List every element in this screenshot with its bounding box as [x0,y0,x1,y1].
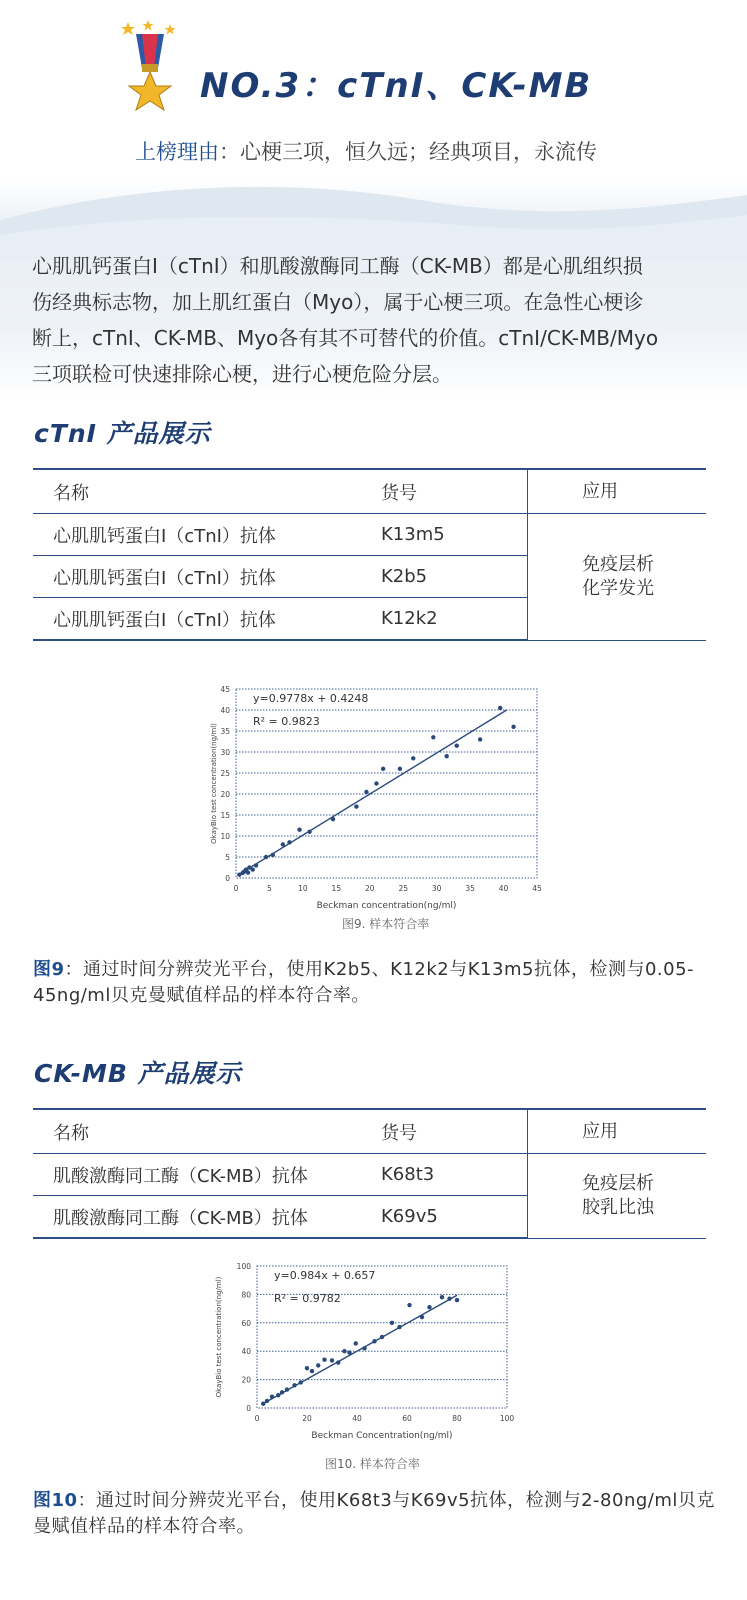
x-tick-label: 20 [365,884,375,893]
x-tick-label: 20 [302,1414,312,1423]
table-header-row [33,1109,706,1154]
product-name: 肌酸激酶同工酶（CK-MB）抗体 [33,1196,361,1239]
data-point [342,1349,346,1353]
data-point [322,1358,326,1362]
ctni-product-table [33,468,706,641]
x-axis-title: Beckman concentration(ng/ml) [316,901,457,910]
y-tick-label: 5 [225,853,230,862]
x-tick-label: 5 [267,884,272,893]
data-point [431,735,435,739]
data-point [445,754,449,758]
data-point [281,842,285,846]
intro-paragraph [32,248,722,392]
data-point [254,863,258,867]
figure9-note [33,957,723,1009]
data-point [264,855,268,859]
table-row [33,514,706,556]
y-tick-label: 40 [241,1347,251,1357]
data-point [427,1305,431,1309]
data-point [287,840,291,844]
data-point [440,1295,444,1299]
header-application: 应用 [528,469,707,514]
catalog-no: K68t3 [361,1154,528,1196]
data-point [246,870,250,874]
ckmb-product-table [33,1108,706,1239]
figure10-note [33,1488,723,1540]
data-point [271,853,275,857]
reason-label: 上榜理由 [135,140,219,164]
data-point [380,1335,384,1339]
catalog-no: K12k2 [361,598,528,641]
y-tick-label: 0 [246,1404,251,1413]
data-point [498,706,502,710]
catalog-no: K2b5 [361,556,528,598]
figure9-label: 图9 [33,959,65,980]
x-tick-label: 45 [532,884,542,893]
x-tick-label: 100 [499,1414,515,1423]
ctni-scatter-chart [200,680,560,910]
product-name: 心肌肌钙蛋白I（cTnI）抗体 [33,514,361,556]
equation-label: y=0.9778x + 0.4248 [253,692,369,705]
x-tick-label: 10 [298,884,308,893]
intro-line: 断上，cTnI、CK-MB、Myo各有其不可替代的价值。cTnI/CK-MB/Myo [32,326,659,350]
trendline [238,710,507,875]
data-point [310,1369,314,1373]
table-header-row [33,469,706,514]
figure9-caption: 图9. 样本符合率 [342,917,430,931]
data-point [374,781,378,785]
x-tick-label: 40 [498,884,509,893]
y-tick-label: 0 [225,874,230,883]
intro-line: 伤经典标志物，加上肌红蛋白（Myo），属于心梗三项。在急性心梗诊 [32,290,644,314]
figure10-label: 图10 [33,1490,78,1511]
y-tick-label: 20 [220,790,230,799]
data-point [305,1366,309,1370]
y-axis-title: OkayBio test concentration(ng/ml) [215,1276,223,1398]
x-tick-label: 0 [233,884,239,893]
ckmb-scatter-chart [200,1258,530,1448]
data-point [362,1346,366,1350]
data-point [336,1360,340,1364]
x-axis-title: Beckman Concentration(ng/ml) [311,1431,453,1441]
data-point [478,737,482,741]
x-tick-label: 0 [254,1414,260,1423]
y-tick-label: 80 [241,1290,251,1300]
data-point [276,1393,280,1397]
data-point [411,756,415,760]
header-name: 名称 [33,469,361,514]
data-point [251,867,255,871]
product-name: 心肌肌钙蛋白I（cTnI）抗体 [33,556,361,598]
application-item: 胶乳比浊 [582,1196,654,1218]
ranking-reason [135,136,597,166]
reason-text: ：心梗三项，恒久远；经典项目，永流传 [219,140,597,164]
x-tick-label: 40 [352,1414,362,1423]
data-point [455,744,459,748]
catalog-no: K69v5 [361,1196,528,1239]
x-tick-label: 15 [331,884,342,893]
data-point [270,1394,274,1398]
data-point [364,790,368,794]
r-squared-label: R² = 0.9823 [253,715,320,728]
header-application: 应用 [528,1109,707,1154]
ckmb-section-heading: CK-MB 产品展示 [34,1059,242,1088]
x-tick-label: 80 [452,1414,462,1423]
data-point [299,1380,303,1384]
data-point [447,1296,451,1300]
data-point [261,1402,265,1406]
y-tick-label: 10 [220,832,230,841]
data-point [511,725,515,729]
data-point [292,1383,296,1387]
y-tick-label: 30 [220,748,230,757]
product-name: 肌酸激酶同工酶（CK-MB）抗体 [33,1154,361,1196]
intro-line: 心肌肌钙蛋白I（cTnI）和肌酸激酶同工酶（CK-MB）都是心肌组织损 [32,254,643,278]
x-tick-label: 25 [398,884,408,893]
data-point [354,804,358,808]
application-item: 免疫层析 [582,553,654,575]
data-point [347,1350,351,1354]
data-point [398,767,402,771]
data-point [280,1390,284,1394]
header-catalog-no: 货号 [361,1109,528,1154]
data-point [420,1315,424,1319]
data-point [354,1341,358,1345]
y-tick-label: 35 [220,727,230,736]
y-axis-title: OkayBio test concentration(ng/ml) [210,723,218,844]
data-point [455,1298,459,1302]
data-point [397,1325,401,1329]
application-item: 免疫层析 [582,1172,654,1194]
data-point [407,1303,411,1307]
x-tick-label: 30 [431,884,442,893]
data-point [330,1358,334,1362]
header-name: 名称 [33,1109,361,1154]
x-tick-label: 60 [402,1414,412,1423]
medal-icon [118,20,182,120]
product-name: 心肌肌钙蛋白I（cTnI）抗体 [33,598,361,641]
y-tick-label: 15 [220,811,230,820]
figure10-text: ：通过时间分辨荧光平台，使用K68t3与K69v5抗体，检测与2-80ng/ml贝克曼赋值样品的样本符合率。 [33,1490,715,1537]
application-cell [528,1154,707,1239]
data-point [307,830,311,834]
y-tick-label: 20 [241,1375,251,1385]
r-squared-label: R² = 0.9782 [274,1292,341,1305]
y-tick-label: 40 [220,706,230,715]
data-point [265,1399,269,1403]
catalog-no: K13m5 [361,514,528,556]
data-point [316,1363,320,1367]
data-point [297,828,301,832]
data-point [381,767,385,771]
y-tick-label: 25 [220,769,230,778]
y-tick-label: 60 [241,1318,251,1328]
application-item: 化学发光 [582,577,654,599]
y-tick-label: 100 [236,1262,251,1271]
intro-line: 三项联检可快速排除心梗，进行心梗危险分层。 [32,362,452,386]
x-tick-label: 35 [465,884,475,893]
data-point [390,1321,394,1325]
figure10-caption: 图10. 样本符合率 [325,1457,420,1471]
figure9-text: ：通过时间分辨荧光平台，使用K2b5、K12k2与K13m5抗体，检测与0.05-45ng/ml贝克曼赋值样品的样本符合率。 [33,959,695,1006]
data-point [372,1339,376,1343]
trendline [262,1295,457,1404]
data-point [331,817,335,821]
ctni-section-heading: cTnI 产品展示 [34,419,211,448]
data-point [285,1387,289,1391]
header-catalog-no: 货号 [361,469,528,514]
y-tick-label: 45 [220,685,230,694]
equation-label: y=0.984x + 0.657 [274,1269,376,1282]
application-cell [528,514,707,641]
table-row [33,1154,706,1196]
page-title: NO.3：cTnI、CK-MB [200,66,593,106]
